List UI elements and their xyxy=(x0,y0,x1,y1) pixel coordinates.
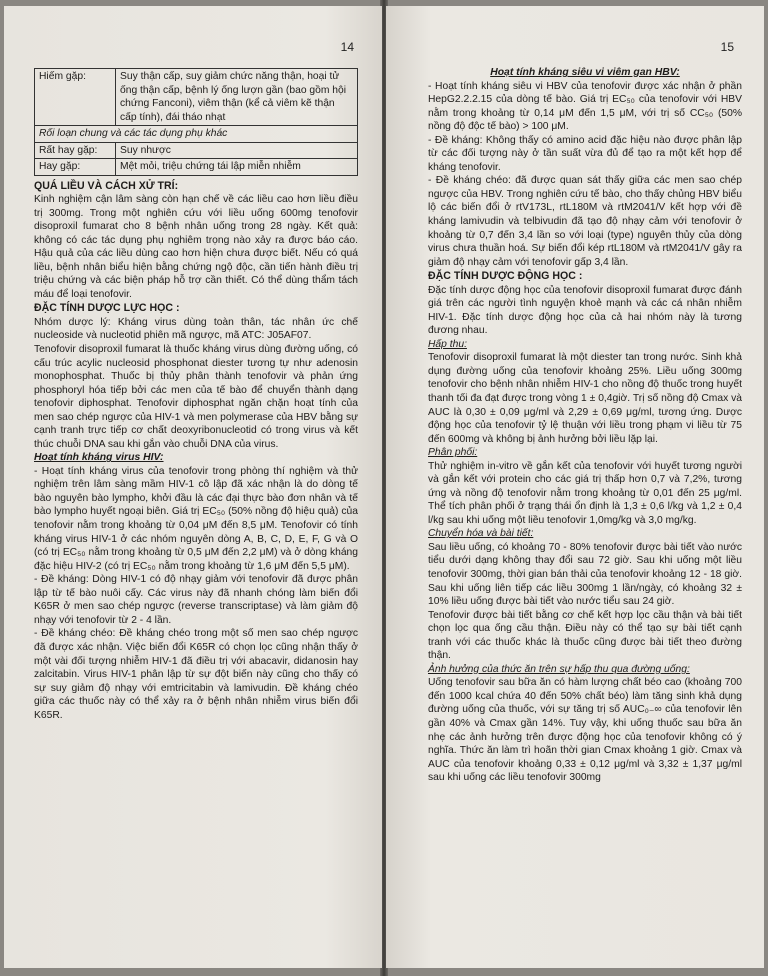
food-effect-heading: Ảnh hưởng của thức ăn trên sự hấp thu qua đường uống: xyxy=(428,663,690,675)
overdose-heading: QUÁ LIỀU VÀ CÁCH XỬ TRÍ: xyxy=(34,179,179,192)
page-right xyxy=(386,6,764,968)
hiv-activity-paragraph: - Hoạt tính kháng virus của tenofovir trong phòng thí nghiệm và thử nghiệm trên lâm sàng mầm HIV-1 cô lập đã xác nhận là do dòng tế bào nguyên bào lympho, khởi đầu là các đại thực bào đơn nhân và tế bào lympho huyết ngoại biên. Giá trị EC₅₀ (50% nồng độ hiệu quả) của tenofovir nằm trong khoảng từ 0,04 μM đến 8,5 μM. Tenofovir có tính kháng virus HIV-1 ở các nhóm nguyên dòng A, B, C, D, E, F, G và O (có trị EC₅₀ nằm trong khoảng từ 0,5 μM đến 2,2 μM) và ở dòng kháng đặc hiệu HIV-2 (có trị EC₅₀ nằm trong khoảng từ 1,6 μM đến 5,5 μM). xyxy=(34,465,358,572)
hbv-activity-heading: Hoạt tính kháng siêu vi viêm gan HBV: xyxy=(490,67,680,78)
table-cell-label: Hay gặp: xyxy=(35,159,116,176)
page-content xyxy=(34,68,358,722)
food-effect-paragraph: Uống tenofovir sau bữa ăn có hàm lượng chất béo cao (khoảng 700 đến 1000 kcal chứa 40 đến 50% chất béo) làm tăng sinh khả dụng đường uống của thuốc, với sự tăng trị số AUC₀₋∞ của tenofovir lên gần 40% và Cmax gần 14%. Tuy vậy, khi uống thuốc sau bữa ăn nhẹ các ảnh hưởng trên được động học của tenofovir không có ý nghĩa. Thức ăn làm trì hoãn thời gian Cmax khoảng 1 giờ. Cmax và AUC của tenofovir khoảng 0,33 ± 0,12 μg/ml và 3,32 ± 1,37 μg/ml sau khi uống các liều tenofovir 300mg xyxy=(428,677,742,784)
distribution-paragraph: Thử nghiệm in-vitro về gắn kết của tenofovir với huyết tương người và gắn kết với protein cho các giá trị thấp hơn 0,7 và 7,2%, tương ứng và nồng độ tenofovir nằm trong khoảng từ 0,01 đến 25 μg/ml. Thể tích phân phối ở trạng thái ổn định là 1,3 ± 0,6 l/kg và 1,2 ± 0,4 l/kg sau khi uống một liều tenofovir 1,0mg/kg và 3,0 mg/kg. xyxy=(428,460,742,526)
table-cell-text: Mệt mỏi, triệu chứng tái lập miễn nhiễm xyxy=(116,159,358,176)
pharmacodynamics-group: Nhóm dược lý: Kháng virus dùng toàn thân, tác nhân ức chế nucleoside và nucleotid phiên mã ngược, mã ATC: J05AF07. xyxy=(34,316,358,342)
hiv-resistance-paragraph: - Đề kháng: Dòng HIV-1 có độ nhạy giảm với tenofovir đã được phân lập từ tế bào nuôi cấy. Các virus này đã nhanh chóng làm biến đổi K65R ở men sao chép ngược (reverse transcriptase) và làm giảm độ nhạy với tenofovir từ 2 - 4 lần. xyxy=(34,574,358,626)
overdose-paragraph: Kinh nghiệm cận lâm sàng còn hạn chế về các liều cao hơn liều điều trị 300mg. Trong một nghiên cứu với liều uống 600mg tenofovir disoproxil fumarat cho 8 bệnh nhân uống trong 28 ngày. Kết quả: không có các tác dụng phụ nghiêm trọng nào xảy ra được báo cáo. Hậu quả của các liều dùng cao hơn hiện chưa được biết. Nếu có quá liều, bệnh nhân biểu hiện bằng chứng ngộ độc, cần tiến hành điều trị triệu chứng và các biện pháp hỗ trợ cần thiết. Có thể dùng thẩm tách máu để loại tenofovir. xyxy=(34,194,358,300)
table-row xyxy=(35,69,358,126)
hiv-cross-resistance-paragraph: - Đề kháng chéo: Đề kháng chéo trong một số men sao chép ngược đã được xác nhận. Việc biến đổi K65R có chọn lọc cũng nhận thấy ở một vài đối tượng nhiễm HIV-1 đã điều trị với abacavir, didanosin hay zalcitabin. Virus HIV-1 phân lập từ sự đột biến này cũng cho thấy có sự suy giảm độ nhạy với emtricitabin và lamivudin. Đề kháng chéo giữa các thuốc này có thể xảy ra ở bệnh nhân nhiễm virus biến đổi K65R. xyxy=(34,628,358,721)
metabolism-paragraph: Sau liều uống, có khoảng 70 - 80% tenofovir được bài tiết vào nước tiểu dưới dạng không thay đổi sau 72 giờ. Sau khi uống một liều tenofovir 300mg, thời gian bán thải của tenofovir khoảng 12 - 18 giờ. Sau khi uống liên tiếp các liều 300mg 1 lần/ngày, có khoảng 32 ± 10% liều uống được bài tiết vào nước tiểu sau 24 giờ. xyxy=(428,541,742,608)
hbv-activity-paragraph: - Hoạt tính kháng siêu vi HBV của tenofovir được xác nhận ở phần HepG2.2.2.15 của dòng tế bào. Giá trị EC₅₀ của tenofovir với HBV nằm trong khoảng từ 0,14 μM đến 1,5 μM, với trị số CC₅₀ (50% nồng độ độc tế bào) > 100 μM. xyxy=(428,80,742,133)
pharmacodynamics-heading: ĐẶC TÍNH DƯỢC LỰC HỌC : xyxy=(34,302,180,315)
table-cell-label: Rất hay gặp: xyxy=(35,142,116,159)
hbv-cross-resistance-paragraph: - Đề kháng chéo: đã được quan sát thấy giữa các men sao chép ngược của HBV. Trong nghiên cứu tế bào, cho thấy chủng HBV biểu lộ các biến đổi ở rtV173L, rtL180M và rtM2041/V kết hợp với đề kháng lamivudin và telbivudin đã tạo độ nhạy cảm với tenofovir ở khoảng từ 0,7 đến 3,4 lần so với loại (type) nguyên thủy của dòng virus chưa thuần hoá. Sự biến đổi kép rtL180M và rtM2041/V gây ra giảm độ nhạy cảm với tenofovir gấp 3,4 lần. xyxy=(428,175,742,268)
hbv-resistance-paragraph: - Đề kháng: Không thấy có amino acid đặc hiệu nào được phân lập từ các đối tượng này ở tần suất vừa đủ để tạo ra một kết hợp để kháng tenofovir. xyxy=(428,134,742,173)
adverse-effects-table xyxy=(34,68,358,176)
metabolism-heading: Chuyển hóa và bài tiết: xyxy=(428,528,534,540)
table-row xyxy=(35,159,358,176)
hiv-activity-heading: Hoạt tính kháng virus HIV: xyxy=(34,452,164,464)
page-number: 14 xyxy=(340,40,354,54)
excretion-paragraph: Tenofovir được bài tiết bằng cơ chế kết hợp lọc cầu thận và bài tiết chọn lọc qua ống cầu thận. Điều này có thể tạo sự bài tiết cạnh tranh với các thuốc khác là thuốc cũng được bài tiết theo đường thận. xyxy=(428,609,742,662)
absorption-heading: Hấp thu: xyxy=(428,338,467,350)
absorption-paragraph: Tenofovir disoproxil fumarat là một diester tan trong nước. Sinh khả dụng đường uống của tenofovir khoảng 25%. Liều uống 300mg tenofovir cho bệnh nhân nhiễm HIV-1 cho nồng độ thuốc trong huyết thanh tối đa đạt được trong vòng 1 ± 0,4giờ. Trị số nồng độ Cmax và AUC là 0,30 ± 0,09 μg/ml và 2,29 ± 0,69 μg/ml, tương ứng. Dược động học của tenofovir tỷ lệ thuận với liều trong phạm vi liều từ 75 đến 600mg và không bị ảnh hưởng bởi liều lặp lại. xyxy=(428,352,742,445)
table-cell-label: Hiếm gặp: xyxy=(35,69,116,126)
table-row xyxy=(35,142,358,159)
distribution-heading: Phân phối: xyxy=(428,447,478,459)
table-cell-text: Suy nhược xyxy=(116,142,358,159)
page-number: 15 xyxy=(720,40,734,54)
table-section-header: Rối loạn chung và các tác dụng phụ khác xyxy=(35,126,358,143)
page-left xyxy=(4,6,382,968)
pharmacodynamics-paragraph: Tenofovir disoproxil fumarat là thuốc kháng virus dùng đường uống, có cấu trúc acylic nucleosid phosphonat diester tương tự như adenosin monophosphat. Thuốc bị thủy phân thành tenofovir và phản ứng phosphoryl hóa tiếp bởi các men của tế bào để chuyển thành dạng tenofovir diphosphat. Tenofovir diphosphat ngăn chặn hoạt tính của men sao chép ngược của HIV-1 và men polymerase của HBV bằng sự cạnh tranh trực tiếp cơ chất deoxyribonucleotid có trong virus và kết thúc chuỗi DNA sau khi gắn vào chuỗi DNA của virus. xyxy=(34,343,358,450)
table-row xyxy=(35,126,358,143)
pharmacokinetics-heading: ĐẶC TÍNH DƯỢC ĐỘNG HỌC : xyxy=(428,270,583,283)
page-content xyxy=(428,66,742,785)
pharmacokinetics-intro: Đặc tính dược động học của tenofovir disoproxil fumarat được đánh giá trên các người tình nguyện khoẻ mạnh và các cá nhân nhiễm HIV-1. Đặc tính dược động học của cả hai nhóm này là tương đương nhau. xyxy=(428,284,742,337)
table-cell-text: Suy thận cấp, suy giảm chức năng thận, hoại tử ống thận cấp, bệnh lý ống lượn gần (bao gồm hội chứng Fanconi), viêm thận (kể cả viêm kẽ thận cấp tính), đái tháo nhạt xyxy=(116,69,358,126)
